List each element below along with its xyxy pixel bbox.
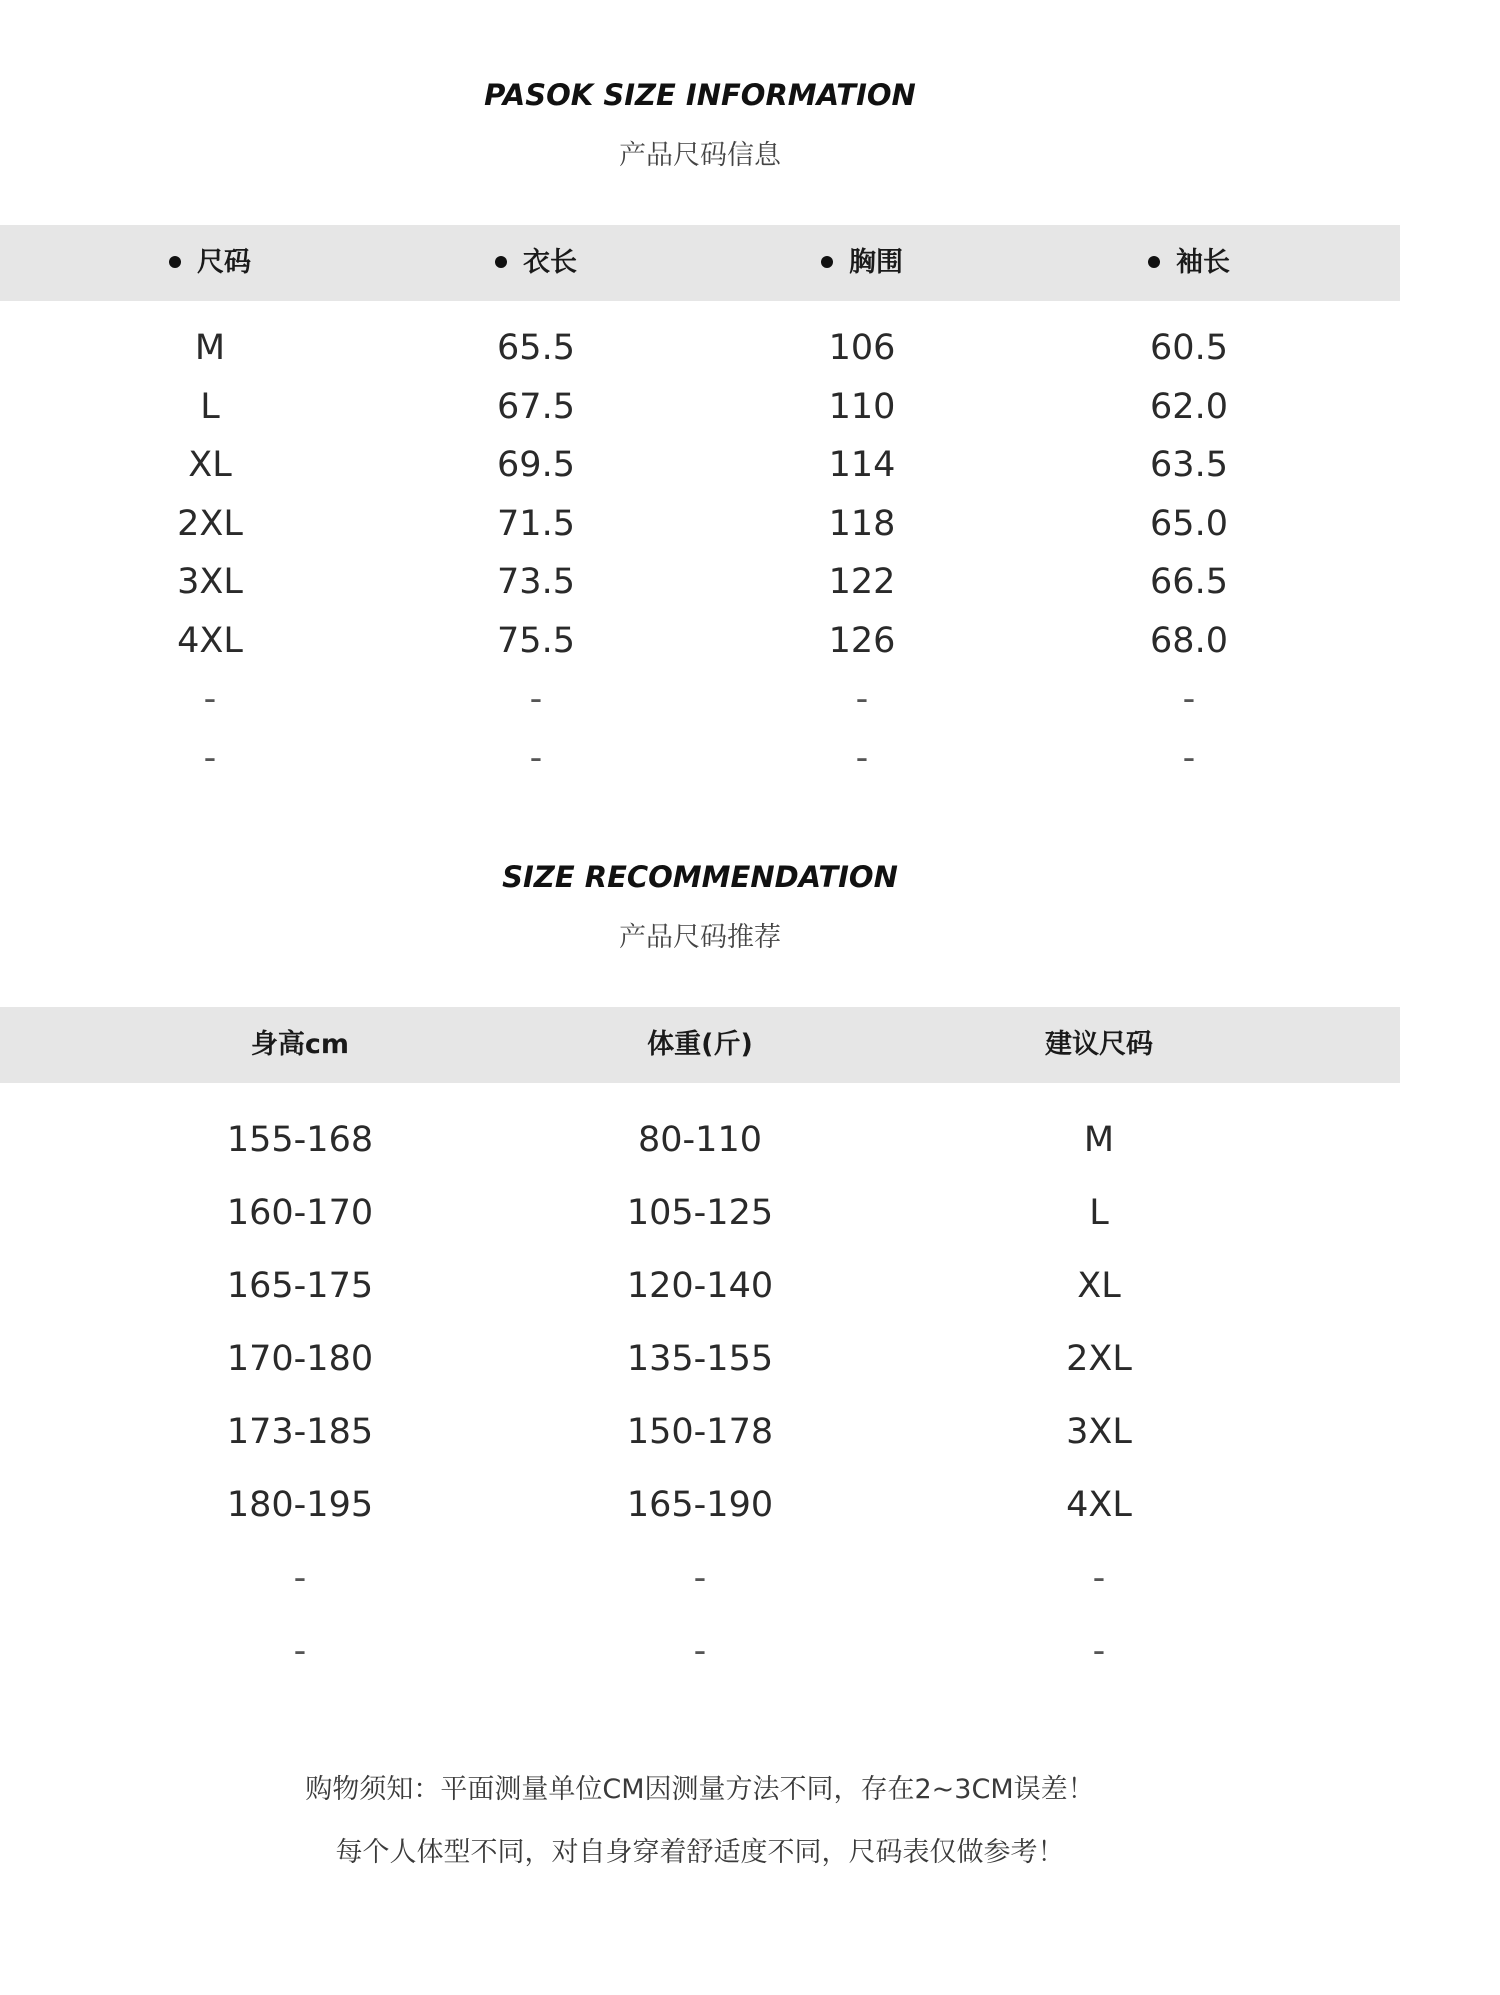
table-cell: 4XL — [177, 620, 243, 661]
header-label-size: 尺码 — [197, 247, 251, 278]
size-info-header-cell — [1148, 225, 1230, 301]
table-cell: 69.5 — [497, 445, 575, 485]
table-cell: 80-110 — [638, 1120, 762, 1160]
table-cell: L — [200, 386, 220, 427]
table-cell: L — [1089, 1193, 1109, 1233]
table-cell: 173-185 — [226, 1412, 374, 1452]
header-label-length: 衣长 — [523, 247, 577, 278]
table-row — [0, 1120, 1400, 1193]
table-row — [0, 562, 1400, 621]
size-rec-table-body — [0, 1120, 1400, 1704]
table-cell: 68.0 — [1150, 620, 1228, 661]
table-cell: 67.5 — [497, 386, 575, 427]
table-cell: 160-170 — [226, 1193, 374, 1233]
table-cell: 65.5 — [497, 328, 575, 368]
table-cell: 2XL — [1066, 1339, 1132, 1379]
table-cell: 105-125 — [626, 1193, 774, 1233]
size-info-subtitle: 产品尺码信息 — [619, 140, 781, 171]
table-cell: M — [1083, 1120, 1115, 1160]
size-info-header-cell — [821, 225, 903, 301]
table-cell: 170-180 — [226, 1339, 374, 1379]
table-cell: - — [1182, 737, 1196, 778]
table-cell: - — [693, 1558, 707, 1598]
table-row — [0, 1485, 1400, 1558]
table-cell: - — [529, 679, 543, 719]
table-row — [0, 1339, 1400, 1412]
shopping-notice-line-2: 每个人体型不同，对自身穿着舒适度不同，尺码表仅做参考！ — [335, 1837, 1065, 1868]
table-row — [0, 621, 1400, 680]
table-row — [0, 1193, 1400, 1266]
size-info-table-body — [0, 328, 1400, 796]
table-cell: - — [855, 737, 869, 778]
table-cell: - — [203, 679, 217, 719]
table-row — [0, 738, 1400, 797]
table-cell: 2XL — [177, 503, 243, 544]
table-cell: 165-175 — [226, 1266, 374, 1306]
table-cell: 3XL — [1066, 1412, 1132, 1452]
table-cell: 155-168 — [226, 1120, 374, 1160]
table-cell: 114 — [828, 445, 896, 485]
table-cell: 120-140 — [626, 1266, 774, 1306]
bullet-icon — [495, 256, 507, 268]
table-row — [0, 1266, 1400, 1339]
table-cell: 150-178 — [626, 1412, 774, 1452]
bullet-icon — [821, 256, 833, 268]
table-cell: XL — [188, 445, 232, 485]
size-info-header — [0, 225, 1400, 301]
table-cell: - — [529, 737, 543, 778]
table-cell: 75.5 — [497, 620, 575, 661]
table-cell: 73.5 — [497, 562, 575, 602]
table-row — [0, 387, 1400, 446]
header-label-weight: 体重(斤) — [647, 1029, 753, 1060]
table-row — [0, 1558, 1400, 1631]
bullet-icon — [169, 256, 181, 268]
table-row — [0, 328, 1400, 387]
size-info-header-cell — [169, 225, 251, 301]
table-row — [0, 504, 1400, 563]
size-info-title: PASOK SIZE INFORMATION — [484, 78, 916, 112]
header-label-suggested-size: 建议尺码 — [1045, 1029, 1153, 1060]
bullet-icon — [1148, 256, 1160, 268]
table-cell: 66.5 — [1150, 562, 1228, 602]
table-cell: 118 — [828, 503, 896, 544]
table-row — [0, 679, 1400, 738]
table-cell: 71.5 — [497, 503, 575, 544]
table-row — [0, 445, 1400, 504]
table-cell: 122 — [828, 562, 896, 602]
size-rec-subtitle: 产品尺码推荐 — [619, 922, 781, 953]
table-cell: 106 — [828, 328, 896, 368]
table-cell: 4XL — [1066, 1485, 1132, 1525]
table-cell: 165-190 — [626, 1485, 774, 1525]
table-cell: 110 — [828, 386, 896, 427]
table-cell: - — [1092, 1558, 1106, 1598]
shopping-notice-line-1: 购物须知：平面测量单位CM因测量方法不同，存在2~3CM误差！ — [305, 1774, 1095, 1805]
table-cell: 60.5 — [1150, 328, 1228, 368]
table-cell: 135-155 — [626, 1339, 774, 1379]
header-label-chest: 胸围 — [849, 247, 903, 278]
table-cell: 65.0 — [1150, 503, 1228, 544]
table-cell: XL — [1077, 1266, 1121, 1306]
table-cell: - — [203, 737, 217, 778]
table-cell: 3XL — [177, 562, 243, 602]
table-cell: - — [1182, 679, 1196, 719]
header-label-height: 身高cm — [250, 1029, 350, 1060]
header-label-sleeve: 袖长 — [1176, 247, 1230, 278]
table-cell: - — [293, 1631, 307, 1671]
table-cell: 62.0 — [1150, 386, 1228, 427]
table-cell: - — [693, 1631, 707, 1671]
table-cell: 63.5 — [1150, 445, 1228, 485]
table-cell: 180-195 — [226, 1485, 374, 1525]
size-rec-title: SIZE RECOMMENDATION — [502, 860, 898, 894]
table-cell: - — [855, 679, 869, 719]
size-rec-header — [0, 1007, 1400, 1083]
table-cell: 126 — [828, 620, 896, 661]
table-cell: - — [293, 1558, 307, 1598]
table-row — [0, 1412, 1400, 1485]
table-cell: - — [1092, 1631, 1106, 1671]
size-info-header-cell — [495, 225, 577, 301]
table-row — [0, 1631, 1400, 1704]
table-cell: M — [194, 328, 226, 368]
